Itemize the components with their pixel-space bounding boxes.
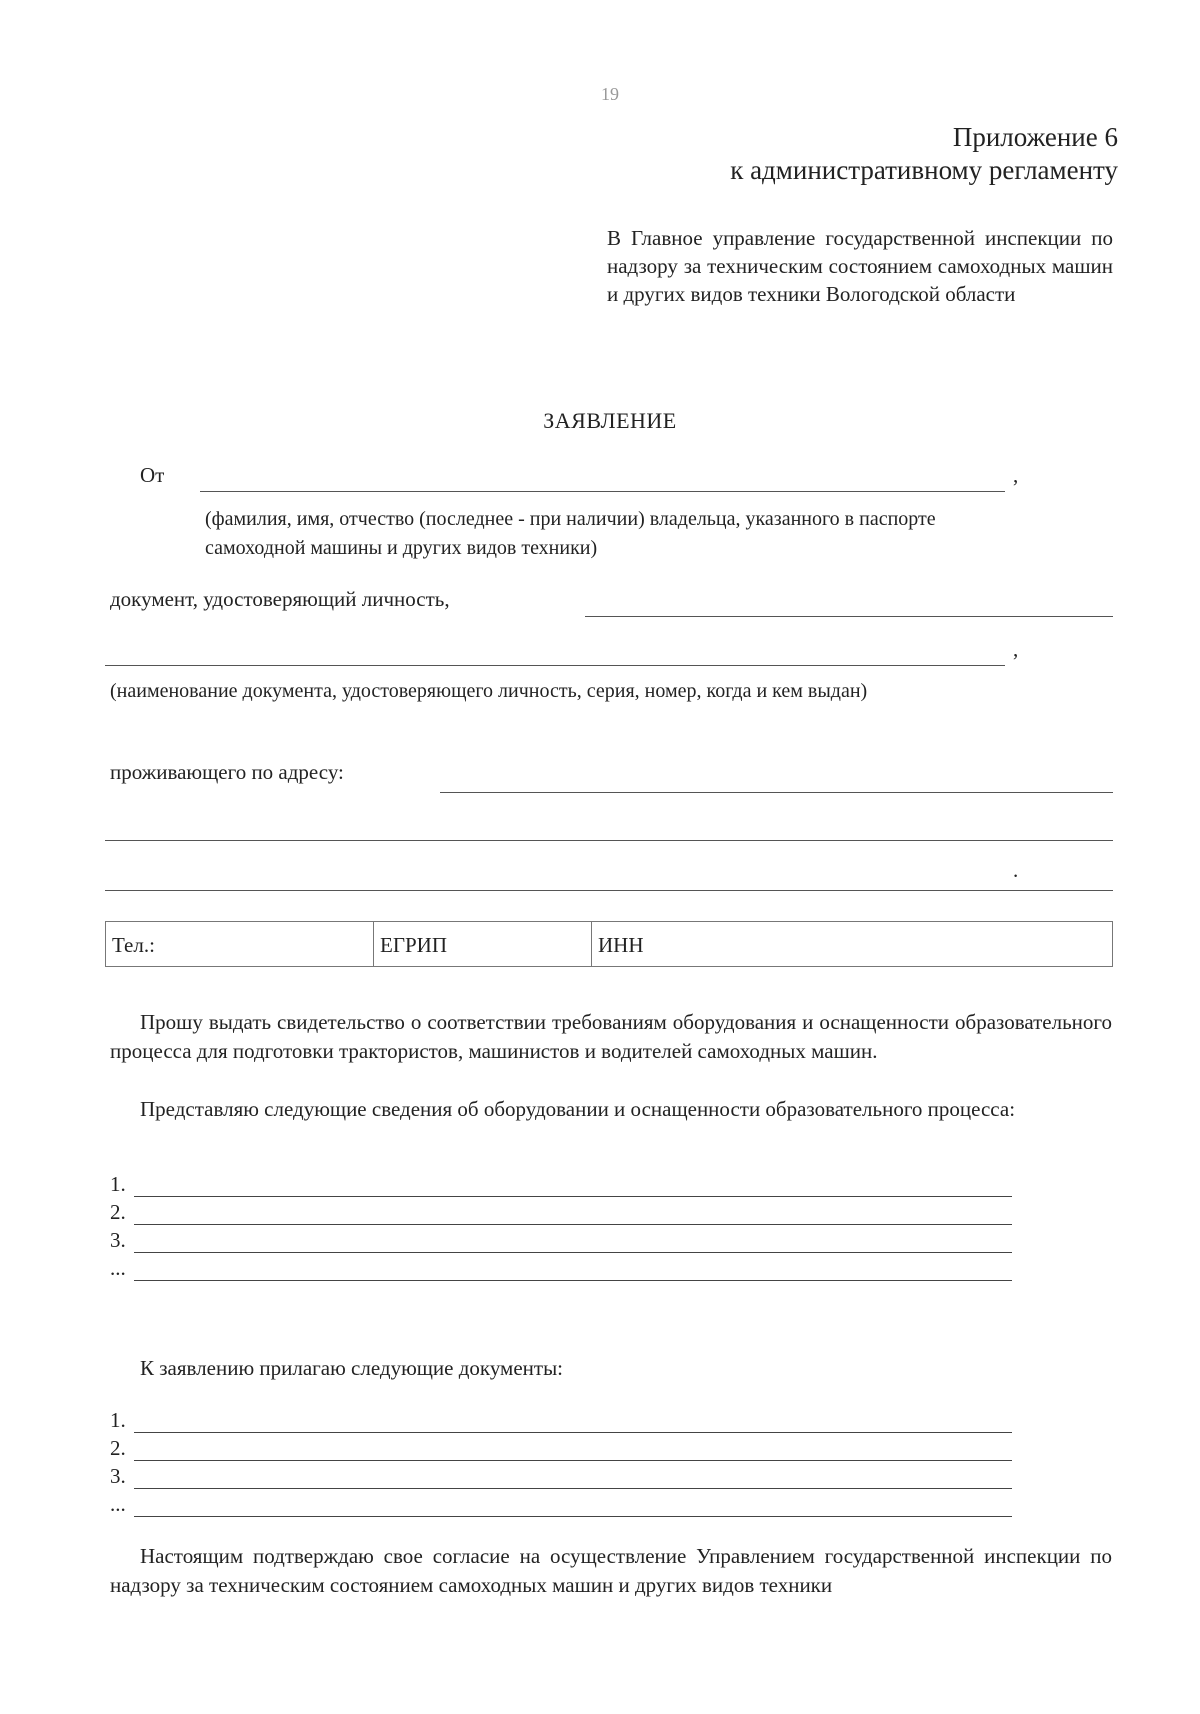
address-field-1[interactable] [440,792,1113,793]
item-number: 3. [110,1228,126,1252]
id-document-field-2[interactable] [105,665,1005,666]
item-fill-line[interactable] [134,1280,1012,1281]
address-field-2[interactable] [105,840,1113,841]
appendix-title: Приложение 6 [952,122,1118,152]
item-fill-line[interactable] [134,1252,1012,1253]
item-fill-line[interactable] [134,1224,1012,1225]
id-document-label: документ, удостоверяющий личность, [110,587,450,611]
addressee-block: В Главное управление государственной инспекции по надзору за техническим состоянием самоходных машин и других видов техники Вологодской области [607,226,1113,306]
address-field-3[interactable] [105,890,1113,891]
attachments-intro: К заявлению прилагаю следующие документы: [140,1356,564,1380]
egrip-label: ЕГРИП [380,933,447,957]
phone-cell[interactable] [106,922,373,966]
applicant-name-field[interactable] [200,491,1005,492]
item-number: 1. [110,1172,126,1196]
id-document-hint: (наименование документа, удостоверяющего личность, серия, номер, когда и кем выдан) [110,680,868,702]
id-document-field-1[interactable] [585,616,1113,617]
item-fill-line[interactable] [134,1196,1012,1197]
item-number: 3. [110,1464,126,1488]
item-number: ... [110,1492,126,1516]
document-title: ЗАЯВЛЕНИЕ [543,408,677,433]
contacts-table [105,921,1113,967]
address-label: проживающего по адресу: [110,760,344,784]
item-fill-line[interactable] [134,1460,1012,1461]
period-mark: . [1013,858,1019,882]
equipment-intro: Представляю следующие сведения об оборудовании и оснащенности образовательного процесса: [140,1097,1016,1121]
item-number: 2. [110,1436,126,1460]
item-number: 2. [110,1200,126,1224]
item-fill-line[interactable] [134,1488,1012,1489]
item-fill-line[interactable] [134,1516,1012,1517]
item-fill-line[interactable] [134,1432,1012,1433]
item-number: 1. [110,1408,126,1432]
inn-cell[interactable] [591,922,1112,966]
from-label: От [140,463,165,487]
phone-label: Тел.: [112,933,155,957]
consent-paragraph: Настоящим подтверждаю свое согласие на осуществление Управлением государственной инспекции по надзору за техническим состоянием самоходных машин и других видов техники [110,1544,1112,1597]
comma-mark: , [1013,463,1019,487]
page-number: 19 [601,84,619,104]
egrip-cell[interactable] [373,922,591,966]
applicant-name-hint: (фамилия, имя, отчество (последнее - при наличии) владельца, указанного в паспорте самоходной машины и других видов техники) [205,508,936,559]
request-paragraph: Прошу выдать свидетельство о соответствии требованиям оборудования и оснащенности образовательного процесса для подготовки трактористов, машинистов и водителей самоходных машин. [110,1010,1112,1063]
item-number: ... [110,1256,126,1280]
comma-mark: , [1013,637,1019,661]
inn-label: ИНН [598,933,644,957]
appendix-subtitle: к административному регламенту [730,155,1118,185]
